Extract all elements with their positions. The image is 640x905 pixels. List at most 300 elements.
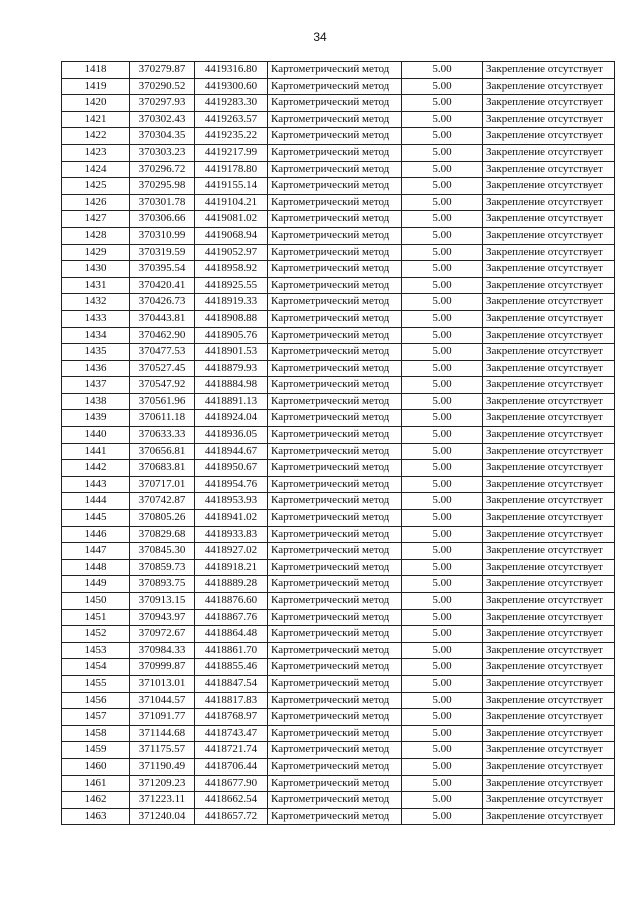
x-coordinate-cell: 370683.81 [130,460,195,477]
x-coordinate-cell: 370302.43 [130,111,195,128]
y-coordinate-cell: 4418924.04 [195,410,268,427]
method-cell: Картометрический метод [268,410,402,427]
accuracy-cell: 5.00 [402,310,483,327]
fixing-cell: Закрепление отсутствует [483,194,615,211]
table-row [62,493,615,510]
table-row [62,344,615,361]
table-row [62,626,615,643]
x-coordinate-cell: 370301.78 [130,194,195,211]
x-coordinate-cell: 371240.04 [130,808,195,825]
x-coordinate-cell: 370656.81 [130,443,195,460]
page-number: 34 [313,30,327,44]
point-number-cell: 1453 [62,642,130,659]
fixing-cell: Закрепление отсутствует [483,476,615,493]
table-row [62,510,615,527]
point-number-cell: 1451 [62,609,130,626]
accuracy-cell: 5.00 [402,244,483,261]
fixing-cell: Закрепление отсутствует [483,310,615,327]
accuracy-cell: 5.00 [402,78,483,95]
table-row [62,393,615,410]
point-number-cell: 1438 [62,393,130,410]
x-coordinate-cell: 370829.68 [130,526,195,543]
method-cell: Картометрический метод [268,709,402,726]
point-number-cell: 1422 [62,128,130,145]
point-number-cell: 1425 [62,178,130,195]
accuracy-cell: 5.00 [402,377,483,394]
method-cell: Картометрический метод [268,609,402,626]
method-cell: Картометрический метод [268,360,402,377]
fixing-cell: Закрепление отсутствует [483,593,615,610]
fixing-cell: Закрепление отсутствует [483,792,615,809]
method-cell: Картометрический метод [268,95,402,112]
x-coordinate-cell: 370633.33 [130,427,195,444]
accuracy-cell: 5.00 [402,510,483,527]
table-row [62,576,615,593]
table-row [62,792,615,809]
y-coordinate-cell: 4418855.46 [195,659,268,676]
accuracy-cell: 5.00 [402,62,483,79]
x-coordinate-cell: 370527.45 [130,360,195,377]
point-number-cell: 1442 [62,460,130,477]
point-number-cell: 1419 [62,78,130,95]
accuracy-cell: 5.00 [402,642,483,659]
x-coordinate-cell: 370845.30 [130,543,195,560]
y-coordinate-cell: 4418867.76 [195,609,268,626]
fixing-cell: Закрепление отсутствует [483,178,615,195]
fixing-cell: Закрепление отсутствует [483,227,615,244]
y-coordinate-cell: 4419155.14 [195,178,268,195]
table-row [62,709,615,726]
table-row [62,675,615,692]
method-cell: Картометрический метод [268,725,402,742]
fixing-cell: Закрепление отсутствует [483,78,615,95]
point-number-cell: 1440 [62,427,130,444]
table-row [62,526,615,543]
accuracy-cell: 5.00 [402,758,483,775]
accuracy-cell: 5.00 [402,626,483,643]
x-coordinate-cell: 370303.23 [130,144,195,161]
table-row [62,244,615,261]
fixing-cell: Закрепление отсутствует [483,211,615,228]
point-number-cell: 1445 [62,510,130,527]
y-coordinate-cell: 4418889.28 [195,576,268,593]
point-number-cell: 1429 [62,244,130,261]
y-coordinate-cell: 4418954.76 [195,476,268,493]
x-coordinate-cell: 370310.99 [130,227,195,244]
method-cell: Картометрический метод [268,227,402,244]
fixing-cell: Закрепление отсутствует [483,659,615,676]
y-coordinate-cell: 4419283.30 [195,95,268,112]
fixing-cell: Закрепление отсутствует [483,327,615,344]
accuracy-cell: 5.00 [402,261,483,278]
y-coordinate-cell: 4418953.93 [195,493,268,510]
fixing-cell: Закрепление отсутствует [483,161,615,178]
point-number-cell: 1458 [62,725,130,742]
accuracy-cell: 5.00 [402,410,483,427]
table-row [62,194,615,211]
table-row [62,294,615,311]
accuracy-cell: 5.00 [402,161,483,178]
table-row [62,377,615,394]
x-coordinate-cell: 371223.11 [130,792,195,809]
point-number-cell: 1459 [62,742,130,759]
x-coordinate-cell: 370859.73 [130,559,195,576]
y-coordinate-cell: 4418706.44 [195,758,268,775]
x-coordinate-cell: 371091.77 [130,709,195,726]
x-coordinate-cell: 370306.66 [130,211,195,228]
accuracy-cell: 5.00 [402,194,483,211]
point-number-cell: 1461 [62,775,130,792]
fixing-cell: Закрепление отсутствует [483,344,615,361]
point-number-cell: 1439 [62,410,130,427]
point-number-cell: 1462 [62,792,130,809]
method-cell: Картометрический метод [268,659,402,676]
table-row [62,559,615,576]
accuracy-cell: 5.00 [402,344,483,361]
x-coordinate-cell: 370395.54 [130,261,195,278]
x-coordinate-cell: 370304.35 [130,128,195,145]
x-coordinate-cell: 370943.97 [130,609,195,626]
x-coordinate-cell: 370561.96 [130,393,195,410]
method-cell: Картометрический метод [268,310,402,327]
method-cell: Картометрический метод [268,377,402,394]
table-row [62,775,615,792]
method-cell: Картометрический метод [268,327,402,344]
accuracy-cell: 5.00 [402,775,483,792]
y-coordinate-cell: 4419316.80 [195,62,268,79]
fixing-cell: Закрепление отсутствует [483,493,615,510]
fixing-cell: Закрепление отсутствует [483,775,615,792]
table-row [62,327,615,344]
table-row [62,360,615,377]
point-number-cell: 1431 [62,277,130,294]
y-coordinate-cell: 4418958.92 [195,261,268,278]
x-coordinate-cell: 371144.68 [130,725,195,742]
y-coordinate-cell: 4419104.21 [195,194,268,211]
fixing-cell: Закрепление отсутствует [483,244,615,261]
point-number-cell: 1463 [62,808,130,825]
fixing-cell: Закрепление отсутствует [483,377,615,394]
method-cell: Картометрический метод [268,642,402,659]
fixing-cell: Закрепление отсутствует [483,277,615,294]
method-cell: Картометрический метод [268,460,402,477]
method-cell: Картометрический метод [268,393,402,410]
table-row [62,742,615,759]
x-coordinate-cell: 371175.57 [130,742,195,759]
method-cell: Картометрический метод [268,261,402,278]
x-coordinate-cell: 371044.57 [130,692,195,709]
point-number-cell: 1449 [62,576,130,593]
y-coordinate-cell: 4418721.74 [195,742,268,759]
fixing-cell: Закрепление отсутствует [483,559,615,576]
accuracy-cell: 5.00 [402,360,483,377]
point-number-cell: 1433 [62,310,130,327]
fixing-cell: Закрепление отсутствует [483,128,615,145]
point-number-cell: 1436 [62,360,130,377]
point-number-cell: 1448 [62,559,130,576]
table-row [62,310,615,327]
x-coordinate-cell: 370296.72 [130,161,195,178]
accuracy-cell: 5.00 [402,792,483,809]
accuracy-cell: 5.00 [402,692,483,709]
x-coordinate-cell: 370462.90 [130,327,195,344]
accuracy-cell: 5.00 [402,808,483,825]
accuracy-cell: 5.00 [402,95,483,112]
x-coordinate-cell: 371013.01 [130,675,195,692]
method-cell: Картометрический метод [268,543,402,560]
y-coordinate-cell: 4419081.02 [195,211,268,228]
point-number-cell: 1450 [62,593,130,610]
table-row [62,128,615,145]
x-coordinate-cell: 370443.81 [130,310,195,327]
fixing-cell: Закрепление отсутствует [483,626,615,643]
point-number-cell: 1443 [62,476,130,493]
point-number-cell: 1444 [62,493,130,510]
point-number-cell: 1452 [62,626,130,643]
fixing-cell: Закрепление отсутствует [483,393,615,410]
fixing-cell: Закрепление отсутствует [483,510,615,527]
fixing-cell: Закрепление отсутствует [483,576,615,593]
fixing-cell: Закрепление отсутствует [483,410,615,427]
accuracy-cell: 5.00 [402,476,483,493]
accuracy-cell: 5.00 [402,128,483,145]
method-cell: Картометрический метод [268,277,402,294]
method-cell: Картометрический метод [268,211,402,228]
y-coordinate-cell: 4418944.67 [195,443,268,460]
table-row [62,95,615,112]
fixing-cell: Закрепление отсутствует [483,360,615,377]
method-cell: Картометрический метод [268,692,402,709]
fixing-cell: Закрепление отсутствует [483,609,615,626]
y-coordinate-cell: 4418861.70 [195,642,268,659]
y-coordinate-cell: 4418817.83 [195,692,268,709]
table-body [62,62,615,825]
method-cell: Картометрический метод [268,144,402,161]
method-cell: Картометрический метод [268,792,402,809]
point-number-cell: 1426 [62,194,130,211]
accuracy-cell: 5.00 [402,543,483,560]
y-coordinate-cell: 4418657.72 [195,808,268,825]
fixing-cell: Закрепление отсутствует [483,294,615,311]
y-coordinate-cell: 4418879.93 [195,360,268,377]
table-row [62,692,615,709]
accuracy-cell: 5.00 [402,593,483,610]
x-coordinate-cell: 370547.92 [130,377,195,394]
y-coordinate-cell: 4418908.88 [195,310,268,327]
y-coordinate-cell: 4418884.98 [195,377,268,394]
accuracy-cell: 5.00 [402,725,483,742]
y-coordinate-cell: 4418677.90 [195,775,268,792]
accuracy-cell: 5.00 [402,559,483,576]
x-coordinate-cell: 370742.87 [130,493,195,510]
y-coordinate-cell: 4418936.05 [195,427,268,444]
accuracy-cell: 5.00 [402,277,483,294]
method-cell: Картометрический метод [268,427,402,444]
table-row [62,227,615,244]
point-number-cell: 1430 [62,261,130,278]
point-number-cell: 1437 [62,377,130,394]
method-cell: Картометрический метод [268,675,402,692]
accuracy-cell: 5.00 [402,742,483,759]
fixing-cell: Закрепление отсутствует [483,543,615,560]
fixing-cell: Закрепление отсутствует [483,95,615,112]
table-row [62,609,615,626]
method-cell: Картометрический метод [268,244,402,261]
accuracy-cell: 5.00 [402,111,483,128]
y-coordinate-cell: 4419068.94 [195,227,268,244]
y-coordinate-cell: 4418768.97 [195,709,268,726]
y-coordinate-cell: 4418918.21 [195,559,268,576]
method-cell: Картометрический метод [268,78,402,95]
fixing-cell: Закрепление отсутствует [483,675,615,692]
point-number-cell: 1423 [62,144,130,161]
y-coordinate-cell: 4419263.57 [195,111,268,128]
table-row [62,144,615,161]
method-cell: Картометрический метод [268,294,402,311]
fixing-cell: Закрепление отсутствует [483,62,615,79]
fixing-cell: Закрепление отсутствует [483,758,615,775]
x-coordinate-cell: 370893.75 [130,576,195,593]
table-row [62,476,615,493]
y-coordinate-cell: 4418925.55 [195,277,268,294]
y-coordinate-cell: 4418876.60 [195,593,268,610]
x-coordinate-cell: 370805.26 [130,510,195,527]
table-row [62,410,615,427]
method-cell: Картометрический метод [268,344,402,361]
y-coordinate-cell: 4419217.99 [195,144,268,161]
fixing-cell: Закрепление отсутствует [483,427,615,444]
point-number-cell: 1456 [62,692,130,709]
x-coordinate-cell: 370611.18 [130,410,195,427]
method-cell: Картометрический метод [268,808,402,825]
y-coordinate-cell: 4418901.53 [195,344,268,361]
point-number-cell: 1455 [62,675,130,692]
table-row [62,443,615,460]
method-cell: Картометрический метод [268,576,402,593]
fixing-cell: Закрепление отсутствует [483,526,615,543]
method-cell: Картометрический метод [268,626,402,643]
table-row [62,460,615,477]
y-coordinate-cell: 4418919.33 [195,294,268,311]
fixing-cell: Закрепление отсутствует [483,111,615,128]
point-number-cell: 1420 [62,95,130,112]
method-cell: Картометрический метод [268,493,402,510]
point-number-cell: 1454 [62,659,130,676]
coordinates-table [61,61,615,825]
x-coordinate-cell: 371209.23 [130,775,195,792]
y-coordinate-cell: 4418743.47 [195,725,268,742]
accuracy-cell: 5.00 [402,526,483,543]
table-row [62,277,615,294]
accuracy-cell: 5.00 [402,675,483,692]
table-row [62,111,615,128]
y-coordinate-cell: 4418891.13 [195,393,268,410]
x-coordinate-cell: 370279.87 [130,62,195,79]
accuracy-cell: 5.00 [402,327,483,344]
y-coordinate-cell: 4419178.80 [195,161,268,178]
point-number-cell: 1424 [62,161,130,178]
table-row [62,62,615,79]
table-row [62,808,615,825]
table-row [62,261,615,278]
x-coordinate-cell: 370984.33 [130,642,195,659]
method-cell: Картометрический метод [268,775,402,792]
point-number-cell: 1457 [62,709,130,726]
table-row [62,543,615,560]
table-row [62,78,615,95]
accuracy-cell: 5.00 [402,427,483,444]
method-cell: Картометрический метод [268,111,402,128]
method-cell: Картометрический метод [268,559,402,576]
x-coordinate-cell: 370290.52 [130,78,195,95]
x-coordinate-cell: 370426.73 [130,294,195,311]
y-coordinate-cell: 4418847.54 [195,675,268,692]
y-coordinate-cell: 4418933.83 [195,526,268,543]
point-number-cell: 1446 [62,526,130,543]
y-coordinate-cell: 4418662.54 [195,792,268,809]
accuracy-cell: 5.00 [402,178,483,195]
method-cell: Картометрический метод [268,194,402,211]
table-row [62,427,615,444]
x-coordinate-cell: 370319.59 [130,244,195,261]
accuracy-cell: 5.00 [402,294,483,311]
fixing-cell: Закрепление отсутствует [483,460,615,477]
x-coordinate-cell: 370420.41 [130,277,195,294]
point-number-cell: 1460 [62,758,130,775]
method-cell: Картометрический метод [268,443,402,460]
point-number-cell: 1447 [62,543,130,560]
method-cell: Картометрический метод [268,758,402,775]
table-row [62,178,615,195]
method-cell: Картометрический метод [268,128,402,145]
y-coordinate-cell: 4419235.22 [195,128,268,145]
point-number-cell: 1434 [62,327,130,344]
table-row [62,725,615,742]
y-coordinate-cell: 4418927.02 [195,543,268,560]
y-coordinate-cell: 4418941.02 [195,510,268,527]
x-coordinate-cell: 371190.49 [130,758,195,775]
point-number-cell: 1441 [62,443,130,460]
point-number-cell: 1418 [62,62,130,79]
method-cell: Картометрический метод [268,476,402,493]
method-cell: Картометрический метод [268,742,402,759]
point-number-cell: 1427 [62,211,130,228]
x-coordinate-cell: 370477.53 [130,344,195,361]
fixing-cell: Закрепление отсутствует [483,742,615,759]
x-coordinate-cell: 370913.15 [130,593,195,610]
accuracy-cell: 5.00 [402,609,483,626]
table-row [62,758,615,775]
accuracy-cell: 5.00 [402,709,483,726]
y-coordinate-cell: 4419052.97 [195,244,268,261]
point-number-cell: 1421 [62,111,130,128]
y-coordinate-cell: 4418950.67 [195,460,268,477]
fixing-cell: Закрепление отсутствует [483,642,615,659]
x-coordinate-cell: 370295.98 [130,178,195,195]
point-number-cell: 1435 [62,344,130,361]
accuracy-cell: 5.00 [402,493,483,510]
method-cell: Картометрический метод [268,593,402,610]
table-row [62,211,615,228]
accuracy-cell: 5.00 [402,393,483,410]
x-coordinate-cell: 370297.93 [130,95,195,112]
table-row [62,642,615,659]
accuracy-cell: 5.00 [402,227,483,244]
accuracy-cell: 5.00 [402,443,483,460]
method-cell: Картометрический метод [268,62,402,79]
accuracy-cell: 5.00 [402,576,483,593]
fixing-cell: Закрепление отсутствует [483,709,615,726]
